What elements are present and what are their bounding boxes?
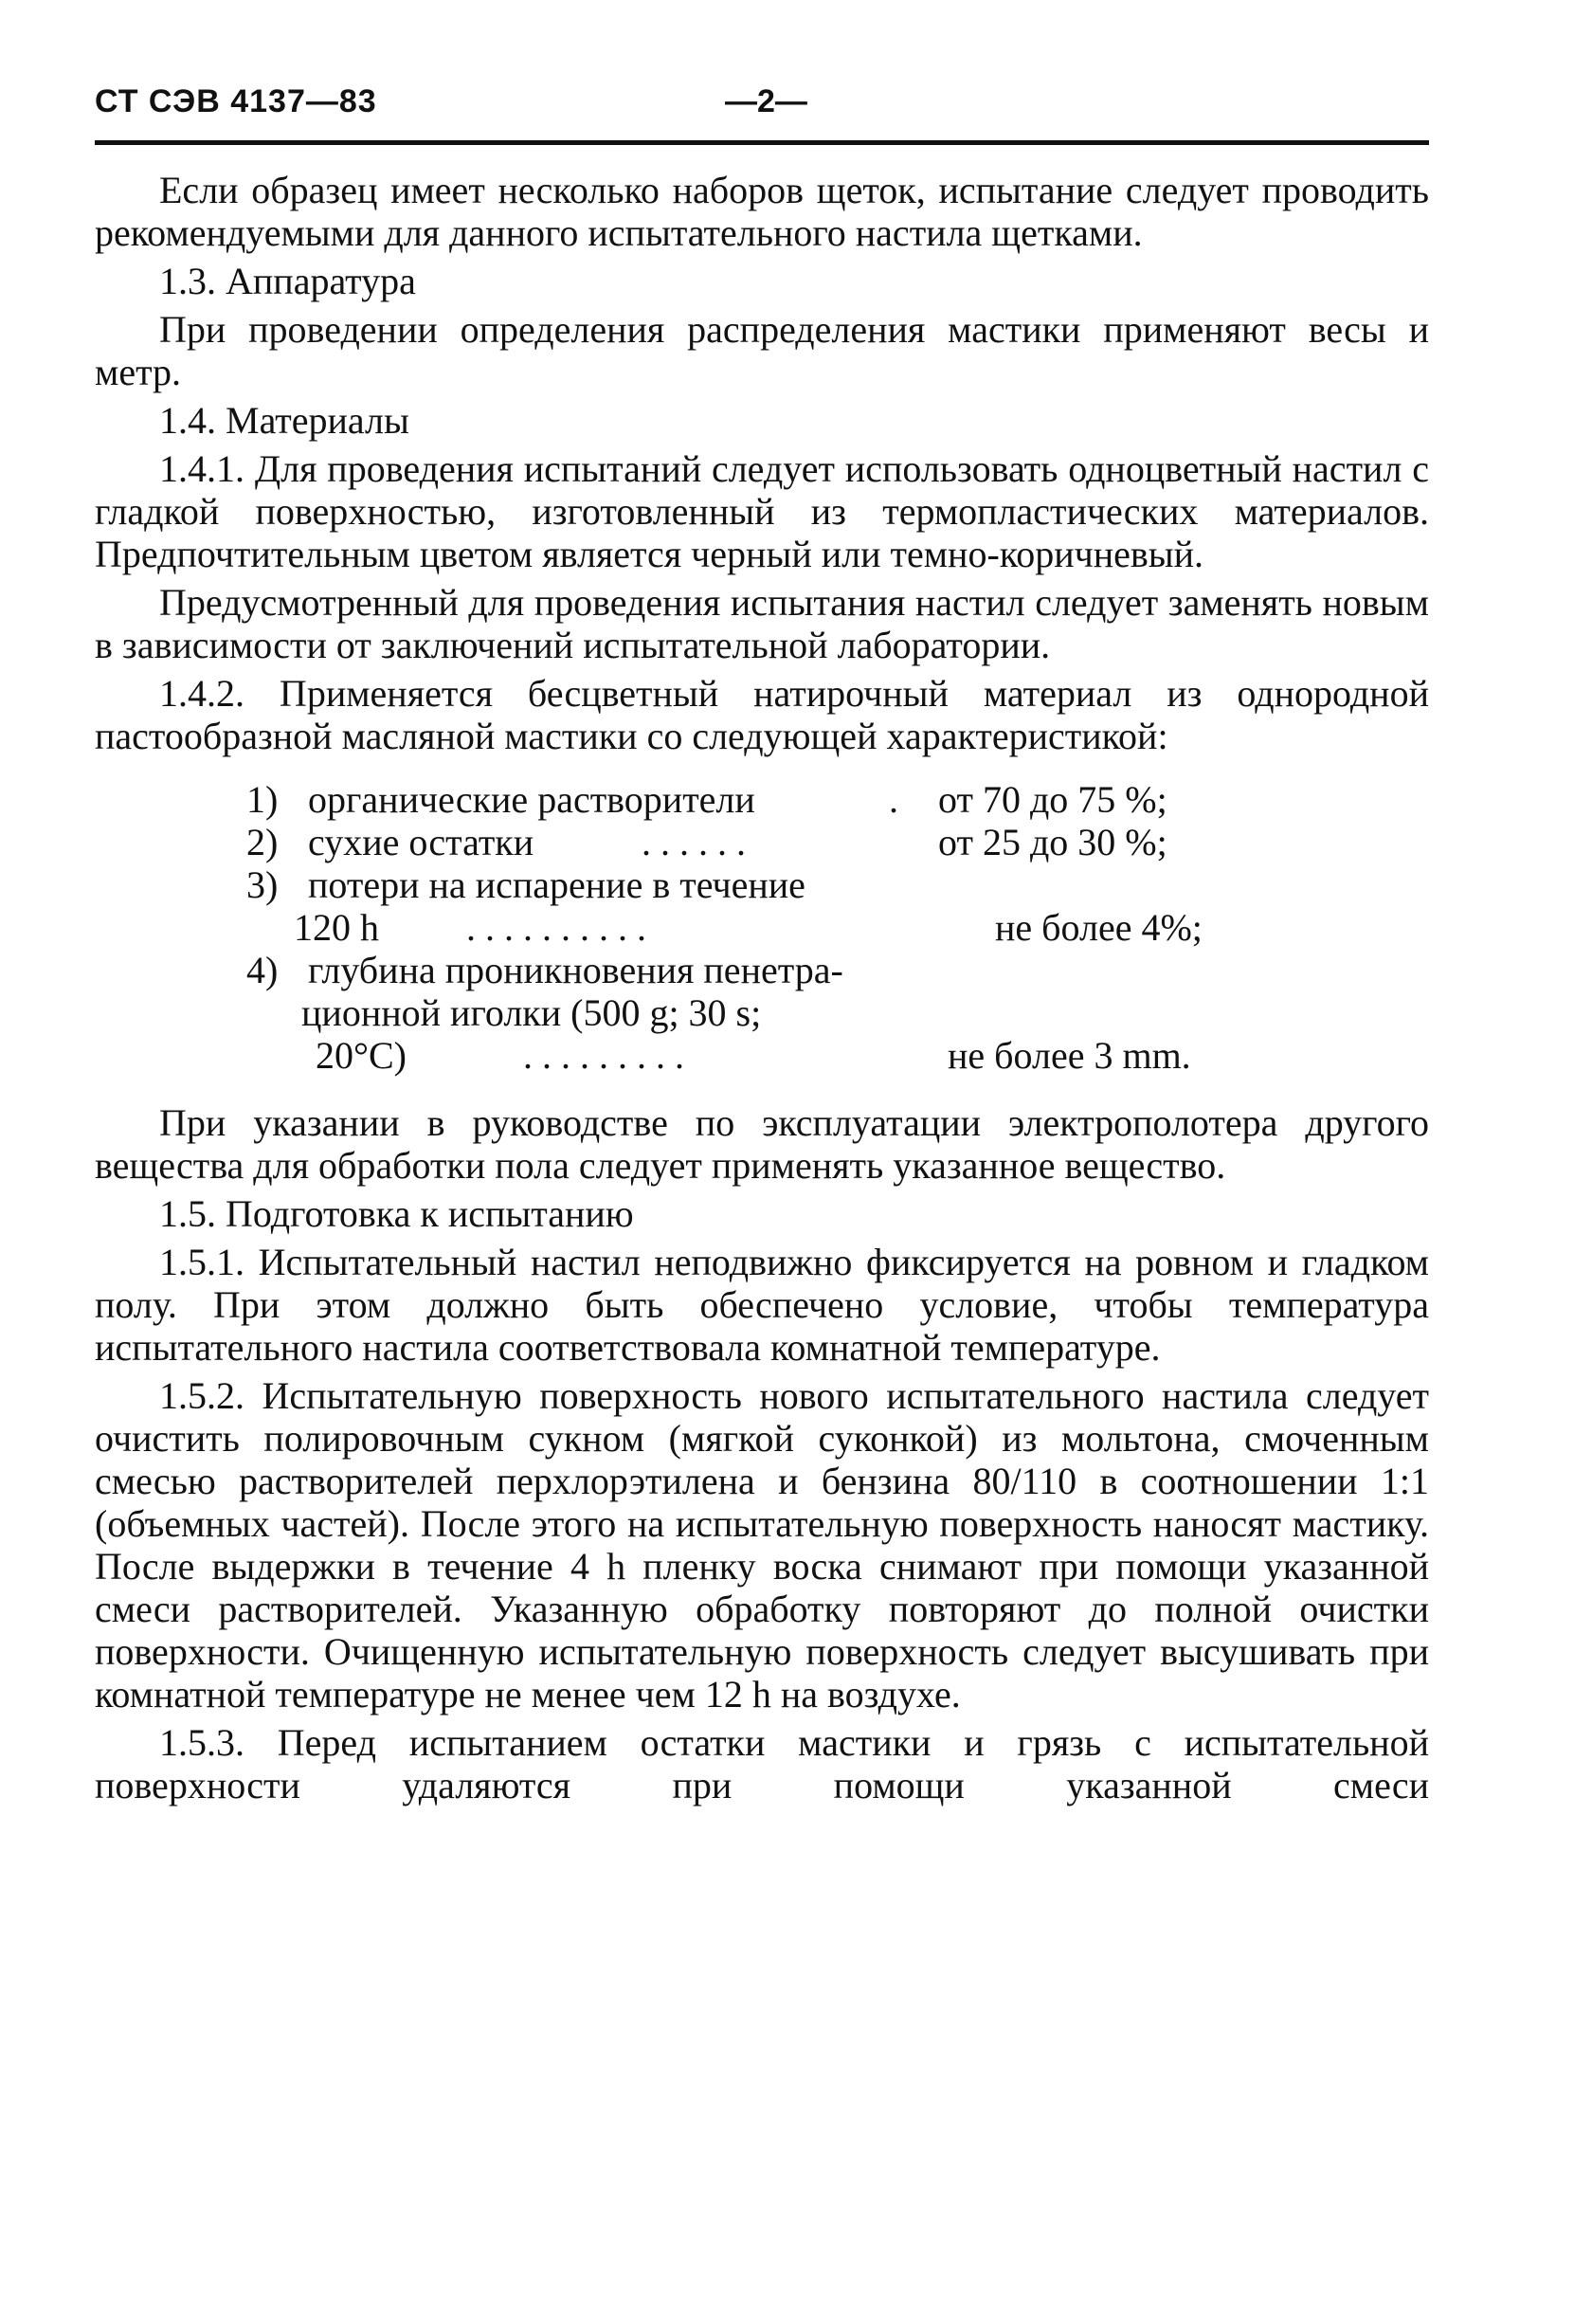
list-item-value: не более 3 mm.: [948, 1034, 1191, 1077]
list-item: [95, 778, 1429, 821]
paragraph-1-5-2: 1.5.2. Испытательную поверхность нового испытательного настила следует очистить полировочным сукном (мягкой суконкой) из мольтона, смоченным смесью растворителей перхлорэтилена и бензина 80/110 в соотношении 1:1 (объемных частей). После этого на испытательную поверхность наносят мастику. После выдержки в течение 4 h пленку воска снимают при помощи указанной смеси растворителей. Указанную обработку повторяют до полной очистки поверхности. Очищенную испытательную поверхность следует высушивать при комнатной температуре не менее чем 12 h на воздухе.: [95, 1374, 1429, 1716]
list-item-continuation: [95, 906, 1429, 949]
paragraph-other-substance: При указании в руководстве по эксплуатации электрополотера другого вещества для обработки пола следует применять указанное вещество.: [95, 1101, 1429, 1187]
document-code: СТ СЭВ 4137—83: [95, 83, 377, 119]
list-item-text: потери на испарение в течение: [308, 863, 805, 906]
characteristics-list: [95, 778, 1429, 1077]
leader-dots: ..........: [466, 906, 656, 949]
paragraph-brushes: Если образец имеет несколько наборов щеток, испытание следует проводить рекомендуемыми для данного испытательного настила щетками.: [95, 169, 1429, 254]
list-item-text: ционной иголки (500 g; 30 s;: [301, 991, 762, 1034]
section-heading-materials: 1.4. Материалы: [159, 399, 409, 442]
list-item-value: не более 4%;: [995, 906, 1203, 949]
paragraph-1-5-1: 1.5.1. Испытательный настил неподвижно фиксируется на ровном и гладком полу. При этом должно быть обеспечено условие, чтобы температура испытательного настила соответствовала комнатной температуре.: [95, 1241, 1429, 1369]
list-item-number: 1): [246, 778, 279, 821]
list-item: [95, 863, 1429, 906]
paragraph-replacement: Предусмотренный для проведения испытания настил следует заменять новым в зависимости от заключений испытательной лаборатории.: [95, 581, 1429, 666]
page-header: [95, 83, 1431, 140]
paragraph-apparatus: При проведении определения распределения мастики применяют весы и метр.: [95, 308, 1429, 393]
paragraph-1-5-3: 1.5.3. Перед испытанием остатки мастики и грязь с испытательной поверхности удаляются при помощи указанной смеси: [95, 1721, 1429, 1807]
section-heading-apparatus: 1.3. Аппаратура: [159, 260, 416, 302]
paragraph-1-4-1: 1.4.1. Для проведения испытаний следует использовать одноцветный настил с гладкой поверхностью, изготовленный из термопластических материалов. Предпочтительным цветом является черный или темно-коричневый.: [95, 447, 1429, 575]
list-item-number: 3): [246, 863, 279, 906]
paragraph-1-4-2: 1.4.2. Применяется бесцветный натирочный материал из однородной пастообразной масляной мастики со следующей характеристикой:: [95, 672, 1429, 757]
list-item-number: 2): [246, 821, 279, 863]
leader-dots: ......: [642, 821, 755, 863]
list-item-text: 120 h: [294, 906, 379, 949]
section-heading-preparation: 1.5. Подготовка к испытанию: [159, 1192, 634, 1235]
list-item-text: органические растворители: [308, 778, 755, 821]
list-item-text: глубина проникновения пенетра-: [308, 949, 843, 991]
list-item-continuation: [95, 1034, 1429, 1077]
list-item-continuation: [95, 991, 1429, 1034]
list-item: [95, 949, 1429, 991]
list-item-text: 20°C): [316, 1034, 407, 1077]
document-body: [95, 169, 1429, 1812]
leader-dots: .: [889, 778, 908, 821]
leader-dots: .........: [523, 1034, 694, 1077]
header-rule: [95, 140, 1429, 145]
list-item-text: сухие остатки: [308, 821, 534, 863]
list-item-value: от 25 до 30 %;: [938, 821, 1167, 863]
list-item-value: от 70 до 75 %;: [938, 778, 1167, 821]
list-item-number: 4): [246, 949, 279, 991]
page-number: —2—: [725, 83, 807, 119]
list-item: [95, 821, 1429, 863]
